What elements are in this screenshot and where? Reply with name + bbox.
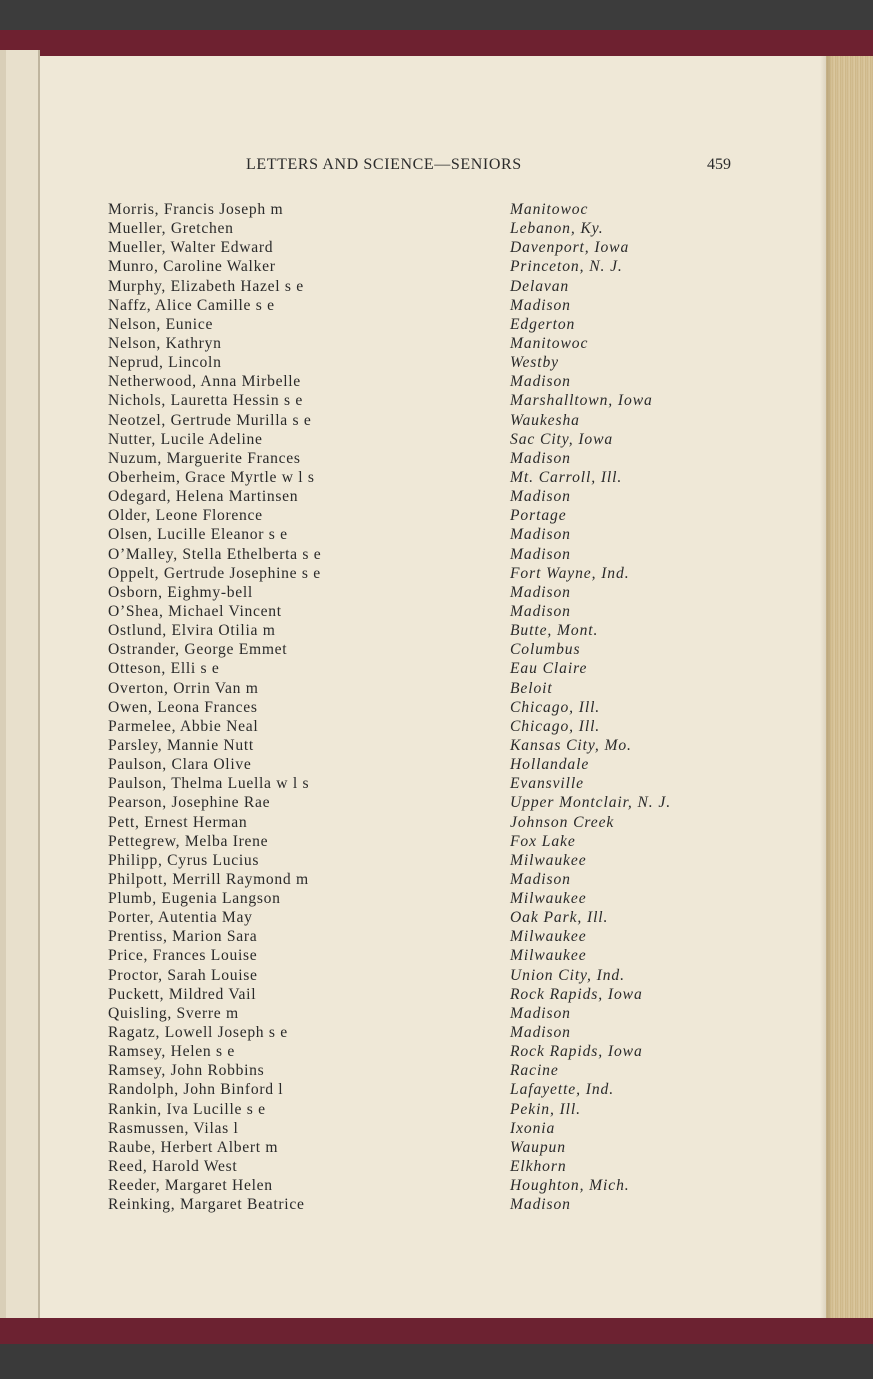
student-name: Nutter, Lucile Adeline bbox=[108, 430, 263, 448]
list-item bbox=[0, 449, 873, 468]
list-item bbox=[0, 793, 873, 812]
student-name: Murphy, Elizabeth Hazel s e bbox=[108, 277, 304, 295]
hometown: Milwaukee bbox=[510, 890, 587, 908]
student-name: Overton, Orrin Van m bbox=[108, 679, 259, 697]
hometown: Madison bbox=[510, 1004, 571, 1022]
list-item bbox=[0, 1004, 873, 1023]
student-name: Proctor, Sarah Louise bbox=[108, 966, 258, 984]
list-item bbox=[0, 257, 873, 276]
hometown: Madison bbox=[510, 526, 571, 544]
student-name: Prentiss, Marion Sara bbox=[108, 928, 258, 946]
list-item bbox=[0, 525, 873, 544]
student-name: Mueller, Gretchen bbox=[108, 220, 234, 238]
student-name: Reinking, Margaret Beatrice bbox=[108, 1196, 305, 1214]
list-item bbox=[0, 1042, 873, 1061]
list-item bbox=[0, 946, 873, 965]
scan-background-top bbox=[0, 0, 873, 34]
list-item bbox=[0, 755, 873, 774]
hometown: Sac City, Iowa bbox=[510, 430, 614, 448]
student-name: Pearson, Josephine Rae bbox=[108, 794, 271, 812]
hometown: Houghton, Mich. bbox=[510, 1177, 630, 1195]
hometown: Lafayette, Ind. bbox=[510, 1081, 615, 1099]
student-name: O’Malley, Stella Ethelberta s e bbox=[108, 545, 322, 563]
list-item bbox=[0, 659, 873, 678]
list-item bbox=[0, 1061, 873, 1080]
student-name: Oberheim, Grace Myrtle w l s bbox=[108, 468, 315, 486]
hometown: Johnson Creek bbox=[510, 813, 615, 831]
student-name: Owen, Leona Frances bbox=[108, 698, 258, 716]
hometown: Madison bbox=[510, 449, 571, 467]
page-header bbox=[0, 156, 873, 180]
list-item bbox=[0, 545, 873, 564]
hometown: Chicago, Ill. bbox=[510, 698, 601, 716]
list-item bbox=[0, 640, 873, 659]
student-name: Philpott, Merrill Raymond m bbox=[108, 870, 309, 888]
list-item bbox=[0, 487, 873, 506]
student-name: Philipp, Cyrus Lucius bbox=[108, 851, 260, 869]
student-name: Netherwood, Anna Mirbelle bbox=[108, 373, 301, 391]
list-item bbox=[0, 200, 873, 219]
list-item bbox=[0, 813, 873, 832]
student-name: Rasmussen, Vilas l bbox=[108, 1119, 239, 1137]
list-item bbox=[0, 1157, 873, 1176]
list-item bbox=[0, 238, 873, 257]
student-name: Reeder, Margaret Helen bbox=[108, 1177, 273, 1195]
student-name: Munro, Caroline Walker bbox=[108, 258, 276, 276]
hometown: Rock Rapids, Iowa bbox=[510, 1043, 643, 1061]
hometown: Madison bbox=[510, 870, 571, 888]
hometown: Racine bbox=[510, 1062, 559, 1080]
list-item bbox=[0, 391, 873, 410]
student-name: Porter, Autentia May bbox=[108, 909, 253, 927]
student-name: Older, Leone Florence bbox=[108, 507, 263, 525]
student-name: Paulson, Thelma Luella w l s bbox=[108, 775, 310, 793]
list-item bbox=[0, 564, 873, 583]
student-name: Nelson, Eunice bbox=[108, 315, 214, 333]
list-item bbox=[0, 985, 873, 1004]
hometown: Princeton, N. J. bbox=[510, 258, 623, 276]
hometown: Lebanon, Ky. bbox=[510, 220, 604, 238]
list-item bbox=[0, 1119, 873, 1138]
list-item bbox=[0, 602, 873, 621]
list-item bbox=[0, 315, 873, 334]
hometown: Milwaukee bbox=[510, 851, 587, 869]
student-name: Osborn, Eighmy-bell bbox=[108, 583, 253, 601]
hometown: Edgerton bbox=[510, 315, 576, 333]
hometown: Madison bbox=[510, 1024, 571, 1042]
senior-list bbox=[0, 200, 873, 1214]
student-name: Rankin, Iva Lucille s e bbox=[108, 1100, 266, 1118]
student-name: Olsen, Lucille Eleanor s e bbox=[108, 526, 288, 544]
list-item bbox=[0, 1100, 873, 1119]
hometown: Ixonia bbox=[510, 1119, 556, 1137]
hometown: Madison bbox=[510, 602, 571, 620]
list-item bbox=[0, 1195, 873, 1214]
student-name: Ragatz, Lowell Joseph s e bbox=[108, 1024, 288, 1042]
hometown: Milwaukee bbox=[510, 947, 587, 965]
hometown: Madison bbox=[510, 373, 571, 391]
student-name: Parmelee, Abbie Neal bbox=[108, 717, 259, 735]
list-item bbox=[0, 889, 873, 908]
student-name: Raube, Herbert Albert m bbox=[108, 1138, 279, 1156]
list-item bbox=[0, 1176, 873, 1195]
list-item bbox=[0, 1023, 873, 1042]
list-item bbox=[0, 774, 873, 793]
list-item bbox=[0, 296, 873, 315]
hometown: Fox Lake bbox=[510, 832, 576, 850]
hometown: Marshalltown, Iowa bbox=[510, 392, 653, 410]
hometown: Oak Park, Ill. bbox=[510, 909, 609, 927]
list-item bbox=[0, 583, 873, 602]
student-name: Neprud, Lincoln bbox=[108, 354, 222, 372]
hometown: Mt. Carroll, Ill. bbox=[510, 468, 623, 486]
student-name: Ostlund, Elvira Otilia m bbox=[108, 622, 276, 640]
student-name: Nelson, Kathryn bbox=[108, 334, 222, 352]
list-item bbox=[0, 870, 873, 889]
student-name: Pettegrew, Melba Irene bbox=[108, 832, 269, 850]
scan-background-bottom bbox=[0, 1344, 873, 1379]
list-item bbox=[0, 717, 873, 736]
list-item bbox=[0, 908, 873, 927]
list-item bbox=[0, 468, 873, 487]
list-item bbox=[0, 506, 873, 525]
list-item bbox=[0, 1080, 873, 1099]
list-item bbox=[0, 851, 873, 870]
hometown: Chicago, Ill. bbox=[510, 717, 601, 735]
student-name: Paulson, Clara Olive bbox=[108, 756, 252, 774]
hometown: Portage bbox=[510, 507, 567, 525]
student-name: Morris, Francis Joseph m bbox=[108, 201, 284, 218]
student-name: Naffz, Alice Camille s e bbox=[108, 296, 275, 314]
student-name: Randolph, John Binford l bbox=[108, 1081, 284, 1099]
book-cover-top-edge bbox=[0, 30, 873, 56]
student-name: Plumb, Eugenia Langson bbox=[108, 890, 281, 908]
hometown: Madison bbox=[510, 583, 571, 601]
list-item bbox=[0, 698, 873, 717]
hometown: Madison bbox=[510, 488, 571, 506]
hometown: Pekin, Ill. bbox=[510, 1100, 581, 1118]
hometown: Manitowoc bbox=[510, 201, 589, 218]
hometown: Union City, Ind. bbox=[510, 966, 625, 984]
hometown: Madison bbox=[510, 545, 571, 563]
list-item bbox=[0, 372, 873, 391]
hometown: Hollandale bbox=[510, 756, 590, 774]
hometown: Waupun bbox=[510, 1138, 566, 1156]
hometown: Rock Rapids, Iowa bbox=[510, 985, 643, 1003]
list-item bbox=[0, 679, 873, 698]
student-name: Odegard, Helena Martinsen bbox=[108, 488, 299, 506]
student-name: Reed, Harold West bbox=[108, 1158, 238, 1176]
student-name: Parsley, Mannie Nutt bbox=[108, 736, 254, 754]
list-item bbox=[0, 966, 873, 985]
list-item bbox=[0, 1138, 873, 1157]
hometown: Waukesha bbox=[510, 411, 580, 429]
list-item bbox=[0, 411, 873, 430]
list-item bbox=[0, 353, 873, 372]
list-item bbox=[0, 736, 873, 755]
hometown: Elkhorn bbox=[510, 1158, 567, 1176]
hometown: Kansas City, Mo. bbox=[510, 736, 632, 754]
list-item bbox=[0, 832, 873, 851]
hometown: Delavan bbox=[510, 277, 570, 295]
list-item bbox=[0, 430, 873, 449]
student-name: Puckett, Mildred Vail bbox=[108, 985, 257, 1003]
hometown: Westby bbox=[510, 354, 559, 372]
hometown: Milwaukee bbox=[510, 928, 587, 946]
hometown: Upper Montclair, N. J. bbox=[510, 794, 671, 812]
hometown: Beloit bbox=[510, 679, 553, 697]
student-name: Price, Frances Louise bbox=[108, 947, 258, 965]
student-name: Neotzel, Gertrude Murilla s e bbox=[108, 411, 312, 429]
student-name: Ramsey, Helen s e bbox=[108, 1043, 235, 1061]
running-head: LETTERS AND SCIENCE—SENIORS bbox=[246, 156, 522, 173]
student-name: O’Shea, Michael Vincent bbox=[108, 602, 282, 620]
hometown: Madison bbox=[510, 1196, 571, 1214]
student-name: Ostrander, George Emmet bbox=[108, 641, 288, 659]
list-item bbox=[0, 277, 873, 296]
hometown: Davenport, Iowa bbox=[510, 239, 630, 257]
list-item bbox=[0, 927, 873, 946]
hometown: Evansville bbox=[510, 775, 584, 793]
hometown: Eau Claire bbox=[510, 660, 588, 678]
hometown: Butte, Mont. bbox=[510, 622, 599, 640]
hometown: Manitowoc bbox=[510, 334, 589, 352]
student-name: Nichols, Lauretta Hessin s e bbox=[108, 392, 303, 410]
list-item bbox=[0, 621, 873, 640]
hometown: Fort Wayne, Ind. bbox=[510, 564, 630, 582]
list-item bbox=[0, 219, 873, 238]
page-number: 459 bbox=[707, 156, 731, 173]
hometown: Columbus bbox=[510, 641, 581, 659]
student-name: Quisling, Sverre m bbox=[108, 1004, 239, 1022]
student-name: Ramsey, John Robbins bbox=[108, 1062, 265, 1080]
list-item bbox=[0, 334, 873, 353]
student-name: Nuzum, Marguerite Frances bbox=[108, 449, 301, 467]
student-name: Mueller, Walter Edward bbox=[108, 239, 274, 257]
student-name: Pett, Ernest Herman bbox=[108, 813, 248, 831]
student-name: Otteson, Elli s e bbox=[108, 660, 220, 678]
student-name: Oppelt, Gertrude Josephine s e bbox=[108, 564, 321, 582]
hometown: Madison bbox=[510, 296, 571, 314]
